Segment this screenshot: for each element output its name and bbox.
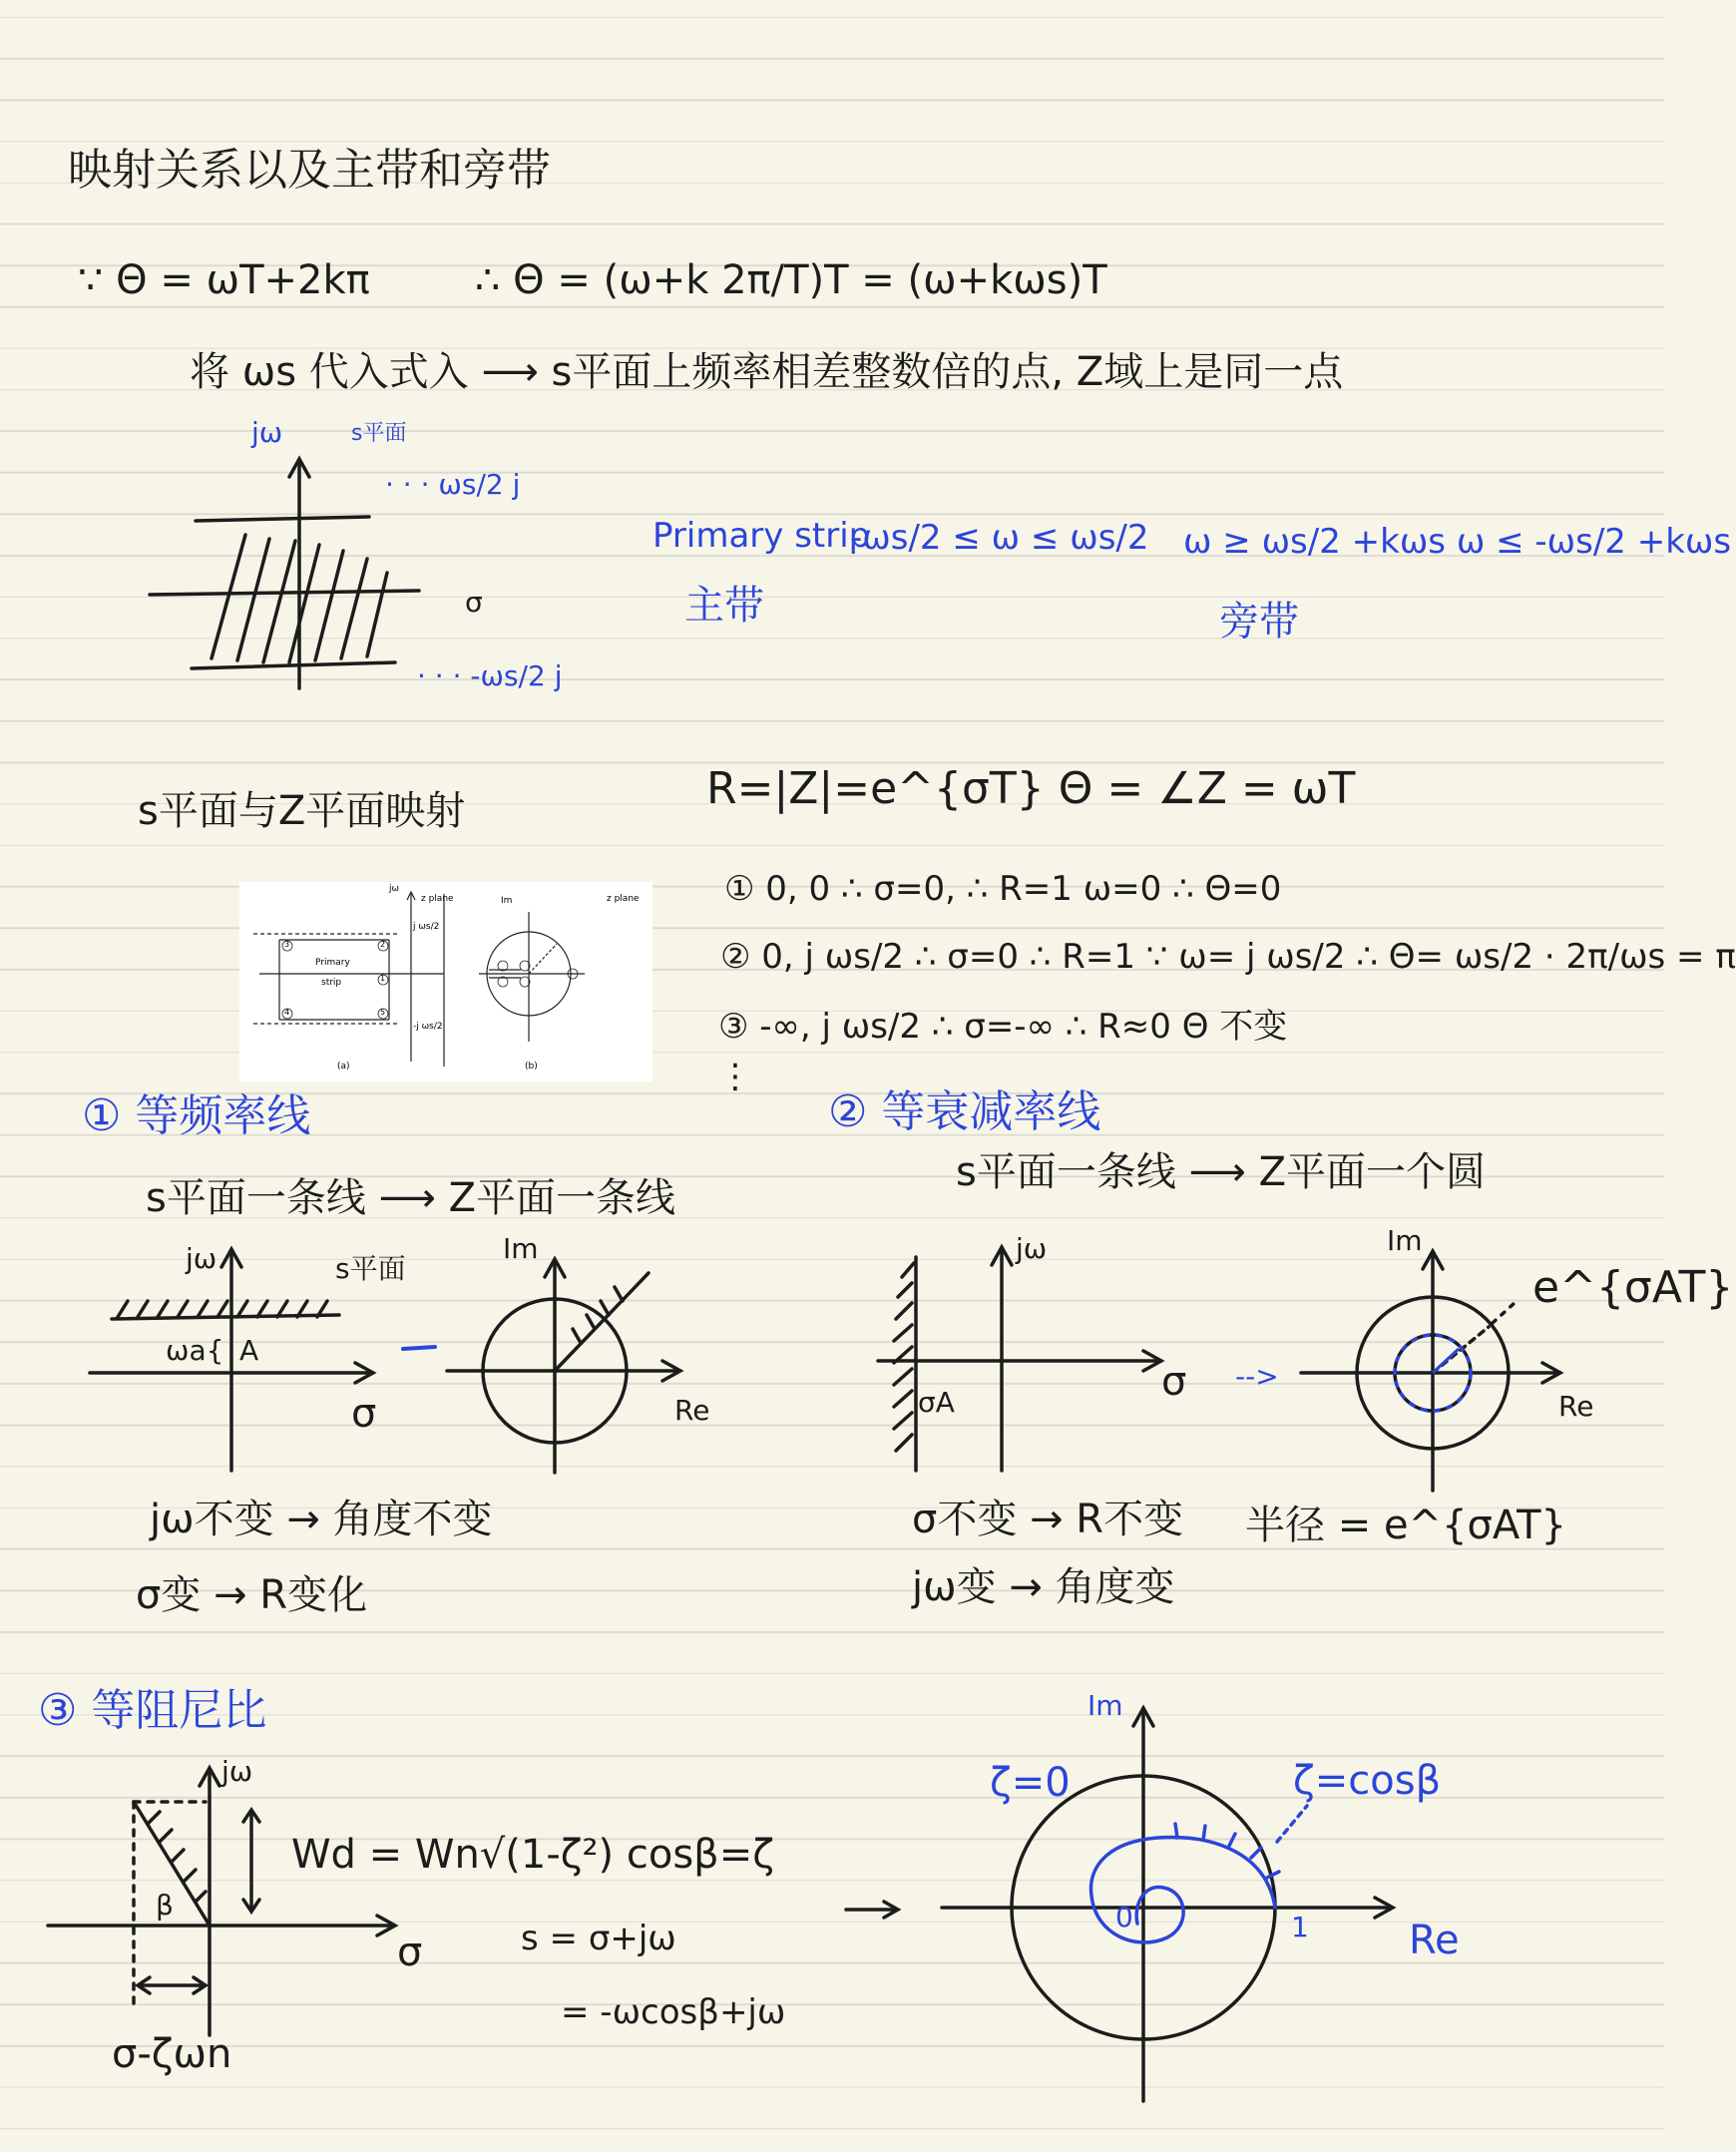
eq-freq-sigma: σ [351, 1391, 377, 1437]
eq-freq-wa: ωa{ [166, 1334, 224, 1367]
sigma-axis-label: σ [465, 586, 483, 619]
eq-freq-A: A [239, 1334, 259, 1367]
jw-axis-label: jω [251, 416, 283, 449]
eq-damp-one: 1 [1291, 1911, 1309, 1943]
eq-att-arrow: --> [1235, 1360, 1279, 1393]
eq-damp-sigma: σ [397, 1930, 423, 1975]
fig-a-axis: jω [389, 884, 400, 894]
equal-damping-title: ③ 等阻尼比 [38, 1685, 267, 1736]
fig-b-plane: z plane [607, 894, 640, 904]
eq-damp-beta: β [156, 1889, 174, 1922]
fig-num-1: 1 [380, 974, 386, 983]
fig-b-caption: (b) [525, 1062, 538, 1072]
equal-attenuation-title: ② 等衰减率线 [828, 1086, 1101, 1137]
eq-damp-zeta-zero: ζ=0 [990, 1760, 1071, 1806]
fig-a-strip: strip [321, 978, 342, 988]
fig-num-2: 2 [380, 940, 386, 949]
s-plane-label: s平面 [351, 421, 407, 446]
formula-theta: ∵ Θ = ωT+2kπ [78, 257, 370, 303]
eq-damp-re: Re [1409, 1918, 1460, 1963]
side-band-range: ω ≥ ωs/2 +kωs ω ≤ -ωs/2 +kωs [1183, 522, 1732, 562]
fig-a-plane: z plane [421, 894, 454, 904]
mapping-row-1: ① 0, 0 ∴ σ=0, ∴ R=1 ω=0 ∴ Θ=0 [724, 869, 1282, 909]
primary-strip-label: Primary strip [652, 516, 871, 556]
eq-damp-zero: 0 [1115, 1901, 1133, 1934]
eq-att-radius-label: e^{σAT} [1532, 1262, 1734, 1313]
mapping-row-3: ③ -∞, j ωs/2 ∴ σ=-∞ ∴ R≈0 Θ 不变 [718, 1007, 1288, 1047]
fig-num-3: 3 [284, 940, 290, 949]
formula-theta-expanded: ∴ Θ = (ω+k 2π/T)T = (ω+kωs)T [475, 257, 1107, 303]
eq-damp-im: Im [1087, 1689, 1123, 1722]
page-title: 映射关系以及主带和旁带 [68, 145, 551, 196]
fig-num-5: 5 [380, 1008, 386, 1017]
fig-a-top: j ωs/2 [413, 922, 440, 932]
eq-att-im: Im [1387, 1224, 1423, 1257]
mapping-statement: 将 ωs 代入式入 ⟶ s平面上频率相差整数倍的点, Z域上是同一点 [190, 349, 1344, 395]
eq-damp-wd-formula: Wd = Wn√(1-ζ²) cosβ=ζ [291, 1832, 774, 1878]
mapping-row-ellipsis: ⋮ [718, 1057, 752, 1096]
eq-att-sigmaA: σA [918, 1386, 955, 1419]
eq-damp-jw: jω [221, 1755, 253, 1788]
primary-strip-range: -ωs/2 ≤ ω ≤ ωs/2 [850, 518, 1149, 558]
equal-frequency-title: ① 等频率线 [82, 1090, 311, 1141]
mapping-title: s平面与Z平面映射 [138, 788, 466, 834]
fig-a-primary: Primary [315, 958, 350, 968]
eq-freq-im: Im [503, 1232, 539, 1265]
eq-freq-s-plane: s平面 [335, 1252, 406, 1285]
eq-att-jw: jω [1016, 1232, 1048, 1265]
equal-frequency-subtitle: s平面一条线 ⟶ Z平面一条线 [146, 1175, 676, 1221]
eq-freq-note-2: σ变 → R变化 [136, 1572, 368, 1618]
eq-freq-jw: jω [186, 1242, 217, 1275]
eq-att-note-2: jω变 → 角度变 [912, 1564, 1175, 1610]
bottom-half-sampling-label: · · · -ωs/2 j [417, 659, 563, 692]
equal-attenuation-subtitle: s平面一条线 ⟶ Z平面一个圆 [956, 1149, 1487, 1195]
eq-att-re: Re [1558, 1390, 1594, 1423]
eq-att-sigma: σ [1161, 1359, 1187, 1405]
eq-freq-re: Re [674, 1394, 710, 1427]
eq-damp-s-equation: s = σ+jω [521, 1919, 676, 1958]
fig-a-bottom: -j ωs/2 [413, 1022, 443, 1032]
eq-att-note-1: σ不变 → R不变 [912, 1497, 1184, 1542]
top-half-sampling-label: · · · ωs/2 j [385, 468, 521, 501]
side-band-cn: 旁带 [1219, 599, 1299, 645]
fig-b-axis: Im [501, 896, 513, 906]
eq-damp-bottom-label: σ-ζωn [112, 2031, 232, 2077]
fig-a-caption: (a) [337, 1062, 350, 1072]
eq-att-radius-note: 半径 = e^{σAT} [1245, 1503, 1567, 1548]
eq-damp-s-equation-2: = -ωcosβ+jω [561, 1992, 786, 2032]
eq-freq-note-1: jω不变 → 角度不变 [150, 1497, 493, 1542]
primary-band-cn: 主带 [684, 583, 764, 629]
fig-num-4: 4 [284, 1008, 290, 1017]
mapping-formula: R=|Z|=e^{σT} Θ = ∠Z = ωT [706, 763, 1356, 814]
mapping-row-2: ② 0, j ωs/2 ∴ σ=0 ∴ R=1 ∵ ω= j ωs/2 ∴ Θ= ωs/2 · 2π/ωs = π [720, 937, 1736, 977]
eq-damp-zeta-cos: ζ=cosβ [1293, 1758, 1442, 1804]
